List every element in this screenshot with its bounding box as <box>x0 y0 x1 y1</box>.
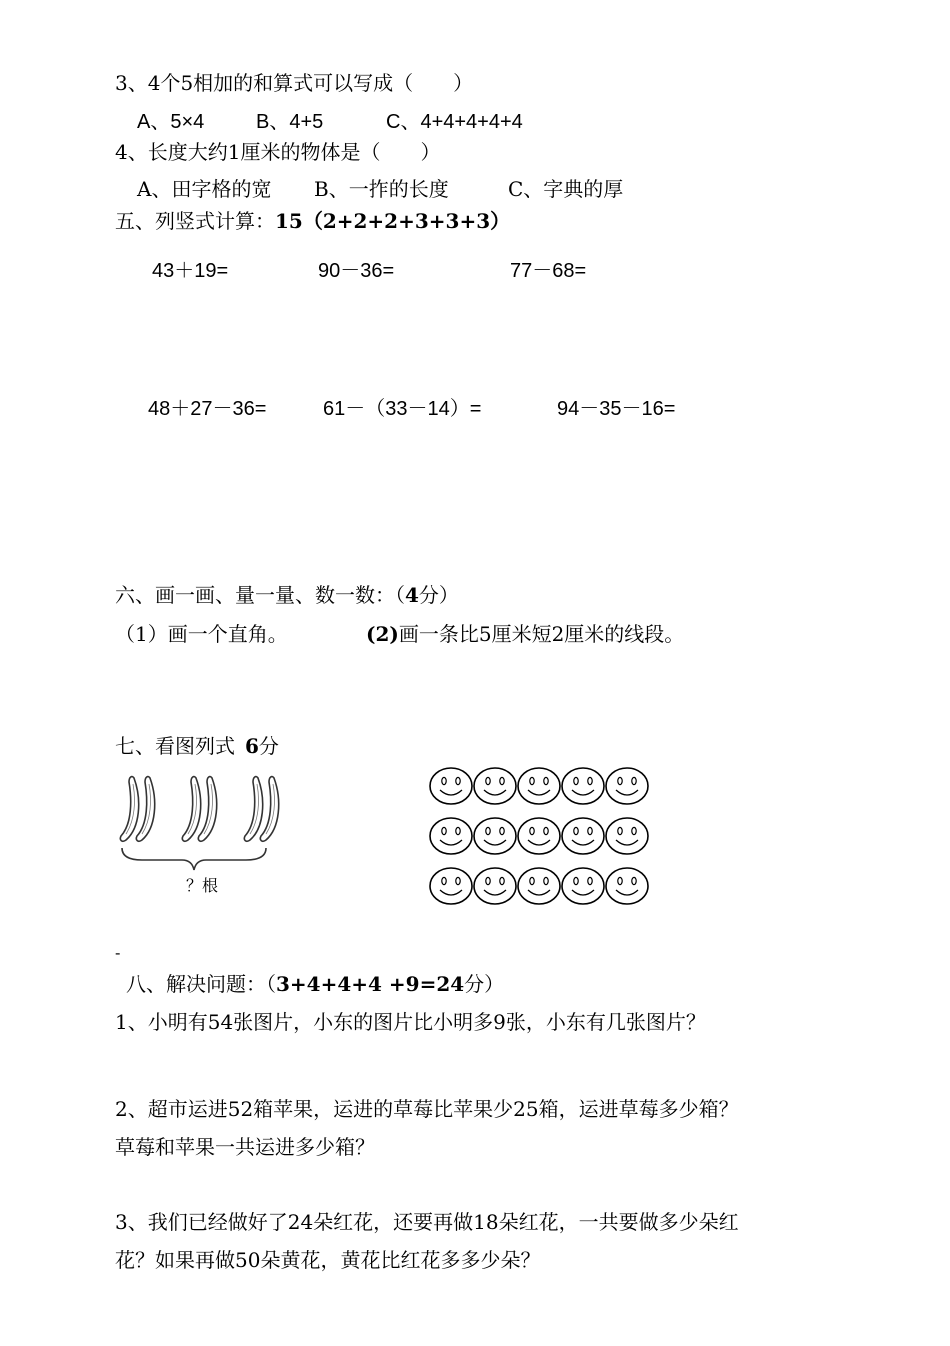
smiley-face <box>562 768 604 804</box>
q4-option-b: B、一拃的长度 <box>314 177 449 201</box>
smiley-face <box>474 818 516 854</box>
section-6-item-2-number: (2) <box>366 622 399 646</box>
section-7-unit: 分 <box>258 734 279 758</box>
smiley-face <box>562 818 604 854</box>
problem-3-line-1: 3、我们已经做好了24朵红花，还要再做18朵红花，一共要做多少朵红 <box>115 1210 739 1234</box>
section-8-title: 八、解决问题：（ <box>126 972 276 996</box>
q4-option-c: C、字典的厚 <box>508 177 624 201</box>
section-6-item-2 <box>366 621 684 647</box>
q3-option-c: C、4+4+4+4+4 <box>386 111 523 133</box>
total-brace <box>122 848 266 870</box>
section-6-heading <box>115 582 459 608</box>
bean-pod <box>120 777 138 842</box>
section-6-score: 4 <box>405 583 419 607</box>
smiley-face <box>430 768 472 804</box>
smiley-face <box>474 868 516 904</box>
section-6-item-1: （1）画一个直角。 <box>115 622 288 646</box>
beans-caption: ？根 <box>186 878 219 895</box>
smiley-face <box>518 868 560 904</box>
smiley-face <box>430 818 472 854</box>
section-7-title: 七、看图列式 <box>115 734 235 758</box>
bean-group <box>120 777 154 842</box>
bean-pod <box>244 777 262 842</box>
section-8-score: 3+4+4+4 +9=24 <box>276 972 465 996</box>
smiley-face <box>606 818 648 854</box>
section-8-unit: 分） <box>464 972 505 996</box>
problem-2-line-1: 2、超市运进52箱苹果，运进的草莓比苹果少25箱，运进草莓多少箱？ <box>115 1097 739 1121</box>
smiley-face <box>606 768 648 804</box>
problem-3-line-2: 花？如果再做50朵黄花，黄花比红花多多少朵？ <box>115 1248 541 1272</box>
q4-stem: 4、长度大约1厘米的物体是（ ） <box>115 140 441 164</box>
smiley-face <box>430 868 472 904</box>
smiley-face <box>474 768 516 804</box>
smiley-face <box>562 868 604 904</box>
q3-stem: 3、4个5相加的和算式可以写成（ ） <box>115 71 474 95</box>
bean-group <box>244 777 278 842</box>
section-8-heading <box>126 971 504 997</box>
calc-3: 77－68= <box>510 260 587 282</box>
calc-1: 43＋19= <box>152 260 229 282</box>
bean-pod <box>182 777 200 842</box>
smiley-faces-figure <box>428 765 653 910</box>
section-7-score: 6 <box>245 734 259 758</box>
q4-option-a: A、田字格的宽 <box>137 177 272 201</box>
section-5-heading <box>115 208 510 234</box>
section-6-title: 六、画一画、量一量、数一数：（ <box>115 583 405 607</box>
problem-1: 1、小明有54张图片，小东的图片比小明多9张，小东有几张图片？ <box>115 1010 706 1034</box>
section-5-score: 15（2+2+2+3+3+3） <box>275 209 511 233</box>
problem-2-line-2: 草莓和苹果一共运进多少箱？ <box>115 1135 375 1159</box>
separator-mark: - <box>115 943 121 962</box>
q3-option-a: A、5×4 <box>137 111 205 133</box>
section-5-title: 五、列竖式计算： <box>115 209 275 233</box>
smiley-face <box>518 818 560 854</box>
section-6-unit: 分） <box>418 583 459 607</box>
smiley-face <box>606 868 648 904</box>
bean-group <box>182 777 216 842</box>
calc-4: 48＋27－36= <box>148 398 267 420</box>
q3-option-b: B、4+5 <box>256 111 324 133</box>
section-6-item-2-text: 画一条比5厘米短2厘米的线段。 <box>398 622 685 646</box>
calc-2: 90－36= <box>318 260 395 282</box>
calc-6: 94－35－16= <box>557 398 676 420</box>
smiley-face <box>518 768 560 804</box>
section-7-heading <box>115 733 279 759</box>
calc-5: 61－（33－14）= <box>323 398 482 420</box>
